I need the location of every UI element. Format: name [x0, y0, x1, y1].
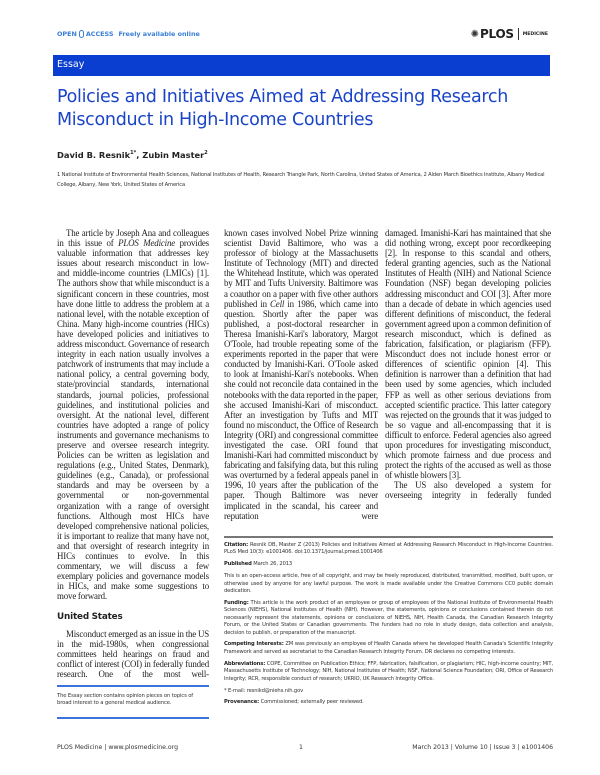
body-column-2: [224, 228, 378, 521]
author-sup: 2: [204, 150, 208, 157]
value: This article is the work product of an employee or group of employees of the National Institute of Environmental Health Sciences (NIEHS), National Institutes of Health (NIH). However, the statements, opinions or conclusions contained therein do not necessarily represent the statements, opinions or conclusions of NIEHS, NIH, Health Canada, the Canadian Research Integrity Forum, or the United States or Canadian governments. The funders had no role in study design, data collection and analysis, decision to publish, or preparation of the manuscript.: [224, 599, 553, 636]
value: COPE, Committee on Publication Ethics; FFP, fabrication, falsification, or plagiarism; HIC, high-income country; MIT, Massachusetts Institute of Technology; NIH, National Institutes of Health; NSF, National Science Foundation; ORI, Office of Research Integrity; RCR, responsible conduct of research; UKRIO, UK Research Integrity Office.: [224, 660, 553, 682]
published: [224, 561, 553, 568]
body-column-1: [57, 228, 209, 679]
license: This is an open-access article, free of all copyright, and may be freely reproduced, distributed, transmitted, modified, built upon, or otherwise used by anyone for any lawful purpose. The work is made available under the Creative Commons CC0 public domain dedication.: [224, 573, 553, 595]
label: Abbreviations:: [224, 660, 266, 667]
logo-plos-text: PLOS: [480, 27, 514, 41]
provenance: [224, 699, 553, 706]
plos-medicine-logo: [471, 27, 548, 41]
section-bar: Essay: [53, 55, 550, 76]
article-title: Policies and Initiatives Aimed at Addressing Research Misconduct in High-Income Countries: [57, 87, 509, 130]
plos-logo-icon: ✺: [470, 28, 480, 40]
label: Competing Interests:: [224, 641, 284, 648]
author-sup: 1*: [130, 150, 137, 157]
competing-interests: [224, 641, 553, 656]
affiliations: 1 National Institute of Environmental Health Sciences, National Institutes of Health, Research Triangle Park, North Carolina, United States of America, 2 Alden March Bioethics Institute, Albany Medical College, Albany, New York, United States of America: [57, 172, 545, 188]
label: Provenance:: [224, 699, 260, 706]
access-label: ACCESS: [85, 30, 114, 38]
funding: [224, 600, 553, 637]
email[interactable]: * E-mail: resnikd@niehs.nih.gov: [224, 687, 304, 694]
value: Commissioned; externally peer reviewed.: [259, 699, 364, 706]
journal-name: PLOS Medicine: [118, 238, 176, 249]
author-name: David B. Resnik: [57, 150, 131, 160]
paragraph: The US also developed a system for overseeing integrity in federally funded: [385, 480, 551, 501]
authors: David B. Resnik$^{1*}$, Zubin Master$^2$: [57, 150, 208, 160]
text: The article by Joseph Ana and colleagues in this issue of: [57, 228, 209, 249]
label: Funding:: [224, 599, 249, 606]
logo-divider: [518, 28, 519, 40]
body-column-3: [385, 228, 551, 501]
label: Published: [224, 561, 252, 568]
abbreviations: [224, 661, 553, 683]
footer-journal[interactable]: PLOS Medicine | www.plosmedicine.org: [57, 744, 179, 751]
article-info-box: [224, 536, 553, 711]
page-number: 1: [299, 744, 303, 751]
author-name: Zubin Master: [142, 150, 205, 160]
text: known cases involved Nobel Prize winning scientist David Baltimore, who was a professor of biology at the Massachusetts Institute of Technology (MIT) and directed the Whitehead Institute, which was operated by MIT and Tufts University. Baltimore was a coauthor on a paper with five other authors published in: [224, 228, 378, 309]
value: March 26, 2013: [251, 561, 293, 568]
essay-note: The Essay section contains opinion pieces on topics of broad interest to a general medical audience.: [57, 685, 209, 719]
text: in 1986, which came into question. Shortly after the paper was published, a post-doctoral researcher in Theresa Imanishi-Kari's laboratory, Margot O'Toole, had trouble repeating some of the experiments reported in the paper that were conducted by Imanishi-Kari. O'Toole asked to look at Imanishi-Kari's notebooks. When she could not reconcile data contained in the notebooks with the data reported in the paper, she accused Imanishi-Kari of misconduct. After an investigation by Tufts and MIT found no misconduct, the Office of Research Integrity (ORI) and congressional committee investigated the case. ORI found that Imanishi-Kari had committed misconduct by fabricating and falsifying data, but this ruling was overturned by a federal appeals panel in 1996, 10 years after the publication of the paper. Though Baltimore was never implicated in the scandal, his career and reputation were: [224, 298, 378, 521]
open-access-badge: [57, 30, 200, 38]
journal-name: Cell: [270, 298, 285, 309]
citation: [224, 542, 553, 557]
text: provides valuable information that addresses key issues about research misconduct in low- and middle-income countries (LMICs) [1]. The authors show that while misconduct is a significant concern in these countries, most have done little to address the problem at a national level, with the notable exception of China. Many high-income countries (HICs) have developed policies and initiatives to address misconduct. Governance of research integrity in each nation usually involves a patchwork of instruments that may include a national policy, a central governing body, state/provincial standards, international standards, journal policies, professional guidelines, and institutional policies and oversight. At the national level, different countries have adopted a range of policy instruments and governance mechanisms to preserve and oversee research integrity. Policies can be written as legislation and regulations (e.g., United States, Denmark), guidelines (e.g., Canada), or professional standards and may be overseen by a governmental or non-governmental organization with a range of oversight functions. Although most HICs have developed comprehensive national policies, it is important to realize that many have not, and that oversight of research integrity in HICs continues to evolve. In this commentary, we will discuss a few exemplary policies and governance models in HICs, and make some suggestions to move forward.: [57, 238, 209, 602]
open-label: OPEN: [57, 30, 77, 38]
open-lock-icon: [79, 30, 84, 38]
paragraph: damaged. Imanishi-Kari has maintained that she did nothing wrong, except poor recordkeeping [2]. In response to this scandal and others, federal granting agencies, such as the National Institutes of Health (NIH) and National Science Foundation (NSF) began developing policies addressing misconduct and COI [3]. After more than a decade of debate in which agencies used different definitions of misconduct, the federal government agreed upon a common definition of research misconduct, which is defined as fabrication, falsification, or plagiarism (FFP). Misconduct does not include honest error or differences of scientific opinion [4]. This definition is narrower than a definition that had been used by some agencies, which included FFP as well as other serious deviations from accepted scientific practice. This latter category was rejected on the grounds that it was judged to be so vague and all-encompassing that it is difficult to enforce. Federal agencies also agreed upon procedures for investigating misconduct, which promote fairness and due process and protect the rights of the accused as well as those of whistle blowers [3].: [385, 228, 551, 481]
paragraph: [224, 228, 378, 521]
freely-available-label: Freely available online: [118, 30, 200, 38]
paragraph: [57, 228, 209, 601]
logo-journal-text: MEDICINE: [522, 31, 548, 37]
value: Resnik DB, Master Z (2013) Policies and Initiatives Aimed at Addressing Research Misconduct in High-Income Countries. PLoS Med 10(3): e1001406. doi:10.1371/journal.pmed.1001406: [224, 542, 553, 556]
label: Citation:: [224, 542, 249, 548]
value: ZM was previously an employee of Health Canada where he developed Health Canada's Scientific Integrity Framework and served as secretariat to the Canadian Research Integrity Forum. DR declares no competing interests.: [224, 641, 553, 655]
paragraph: Misconduct emerged as an issue in the US in the mid-1980s, when congressional committees held hearings on fraud and conflict of interest (COI) in federally funded research. One of the most well-: [57, 628, 209, 679]
section-heading: United States: [57, 612, 123, 623]
footer-issue: March 2013 | Volume 10 | Issue 3 | e1001406: [412, 744, 553, 751]
